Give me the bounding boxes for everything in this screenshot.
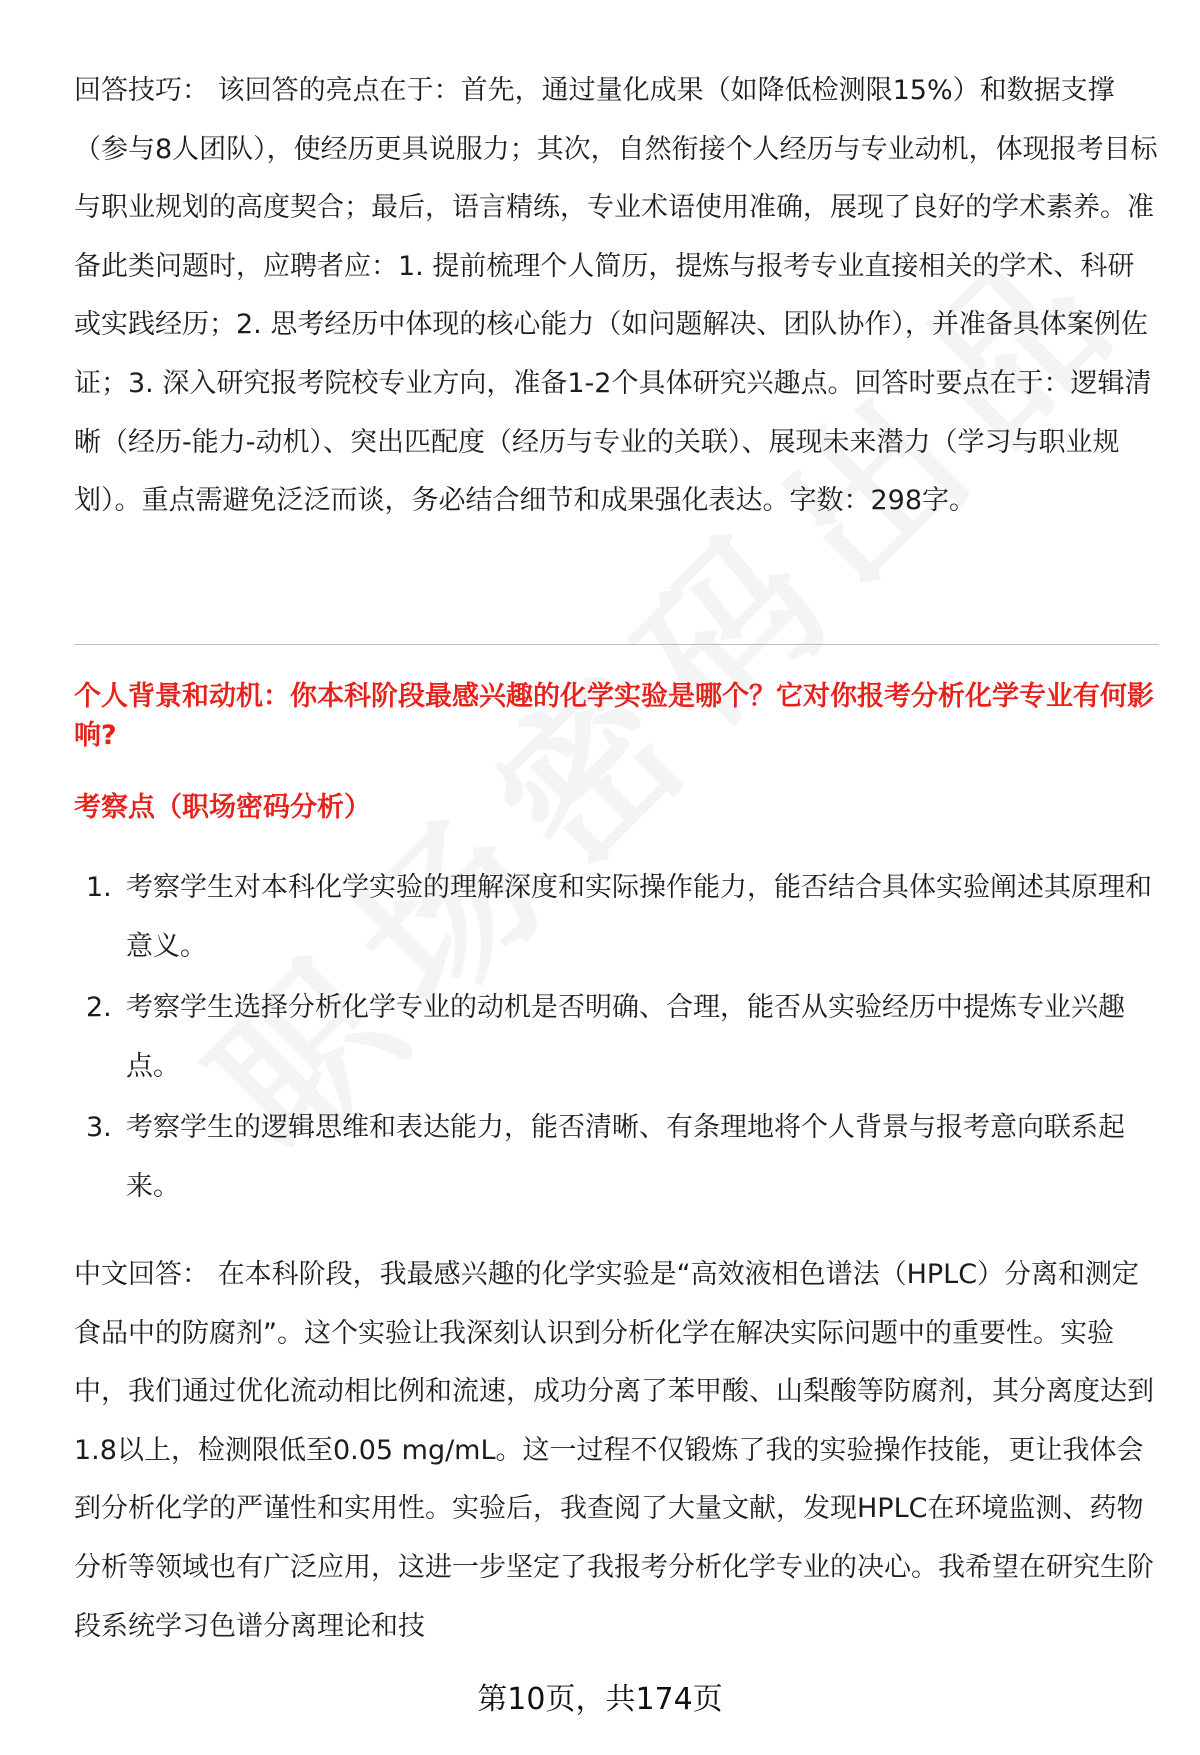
assessment-points-heading: 考察点（职场密码分析） bbox=[74, 792, 371, 823]
list-item-number: 1. bbox=[86, 872, 112, 903]
section-divider bbox=[74, 644, 1159, 645]
list-item-number: 3. bbox=[86, 1112, 112, 1143]
list-item-text: 考察学生选择分析化学专业的动机是否明确、合理，能否从实验经历中提炼专业兴趣点。 bbox=[126, 992, 1125, 1082]
list-item-number: 2. bbox=[86, 992, 112, 1023]
list-item bbox=[74, 858, 1159, 976]
assessment-points-list bbox=[74, 858, 1159, 1216]
list-item bbox=[74, 1098, 1159, 1216]
answer-tips-paragraph: 回答技巧： 该回答的亮点在于：首先，通过量化成果（如降低检测限15%）和数据支撑（参与8人团队），使经历更具说服力；其次，自然衔接个人经历与专业动机，体现报考目标与职业规划的高度契合；最后，语言精练，专业术语使用准确，展现了良好的学术素养。准备此类问题时，应聘者应：1. 提前梳理个人简历，提炼与报考专业直接相关的学术、科研或实践经历；2. 思考经历中体现的核心能力（如问题解决、团队协作），并准备具体案例佐证；3. 深入研究报考院校专业方向，准备1-2个具体研究兴趣点。回答时要点在于：逻辑清晰（经历-能力-动机）、突出匹配度（经历与专业的关联）、展现未来潜力（学习与职业规划）。重点需避免泛泛而谈，务必结合细节和成果强化表达。字数：298字。 bbox=[74, 75, 1158, 517]
list-item bbox=[74, 978, 1159, 1096]
question-title: 个人背景和动机：你本科阶段最感兴趣的化学实验是哪个？它对你报考分析化学专业有何影响? bbox=[74, 681, 1154, 751]
page-number-footer: 第10页，共174页 bbox=[477, 1682, 723, 1717]
chinese-answer-paragraph: 中文回答： 在本科阶段，我最感兴趣的化学实验是“高效液相色谱法（HPLC）分离和测定食品中的防腐剂”。这个实验让我深刻认识到分析化学在解决实际问题中的重要性。实验中，我们通过优化流动相比例和流速，成功分离了苯甲酸、山梨酸等防腐剂，其分离度达到1.8以上，检测限低至0.05 mg/mL。这一过程不仅锻炼了我的实验操作技能，更让我体会到分析化学的严谨性和实用性。实验后，我查阅了大量文献，发现HPLC在环境监测、药物分析等领域也有广泛应用，这进一步坚定了我报考分析化学专业的决心。我希望在研究生阶段系统学习色谱分离理论和技 bbox=[74, 1259, 1154, 1642]
list-item-text: 考察学生对本科化学实验的理解深度和实际操作能力，能否结合具体实验阐述其原理和意义。 bbox=[126, 872, 1152, 962]
list-item-text: 考察学生的逻辑思维和表达能力，能否清晰、有条理地将个人背景与报考意向联系起来。 bbox=[126, 1112, 1125, 1202]
